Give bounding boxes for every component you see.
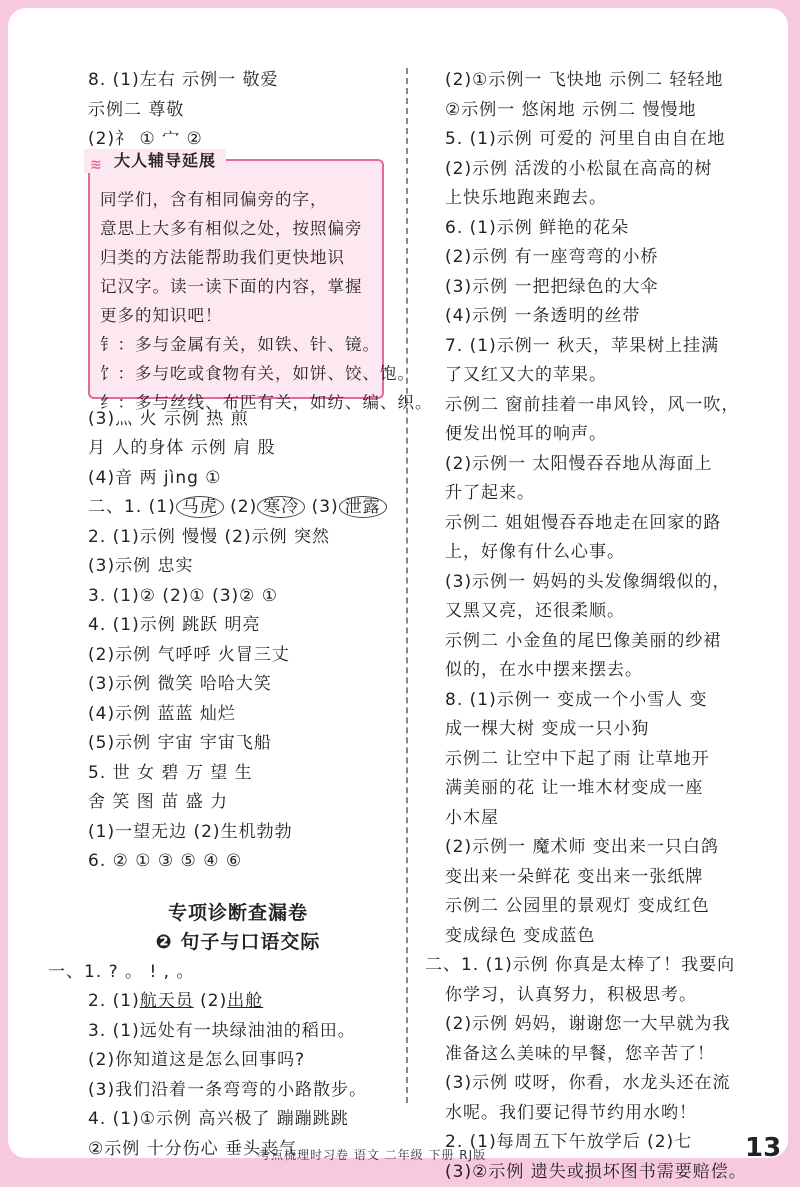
answer-line: (1)一望无边 (2)生机勃勃 [88, 818, 388, 848]
answer-line: 4. (1)示例 跳跃 明亮 [88, 611, 388, 641]
answer-line: (3)②示例 遗失或损坏图书需要赔偿。 [445, 1158, 765, 1187]
answer-line: ②示例一 悠闲地 示例二 慢慢地 [445, 96, 765, 126]
answer-line: 上，好像有什么心事。 [445, 538, 765, 568]
answer-prefix: 2. (1) [88, 991, 140, 1011]
answer-line: 水呢。我们要记得节约用水哟！ [445, 1099, 765, 1129]
wave-icon: ≋ [90, 153, 103, 177]
section-title: 专项诊断查漏卷 [88, 899, 388, 929]
answer-line: 变出来一朵鲜花 变出来一张纸牌 [445, 863, 765, 893]
answer-line: 示例二 公园里的景观灯 变成红色 [445, 892, 765, 922]
answer-line: (2)①示例一 飞快地 示例二 轻轻地 [445, 66, 765, 96]
answer-line: ②示例 十分伤心 垂头丧气 [88, 1135, 388, 1165]
answer-line: 2. (1)示例 慢慢 (2)示例 突然 [88, 523, 388, 553]
underlined-answer: 航天员 [140, 991, 194, 1011]
tip-line: 饣：多与吃或食物有关，如饼、饺、饱。 [100, 359, 374, 388]
page-footer: 考点梳理时习卷 语文 二年级 下册 RJ版 [258, 1146, 486, 1163]
answer-line: (2)示例 活泼的小松鼠在高高的树 [445, 155, 765, 185]
answer-prefix: (2) [224, 497, 257, 517]
answer-line: 5. (1)示例 可爱的 河里自由自在地 [445, 125, 765, 155]
answer-line: (2)示例一 太阳慢吞吞地从海面上 [445, 450, 765, 480]
spacer [88, 877, 388, 899]
answer-line: 二、1. (1)示例 你真是太棒了！我要向 [425, 951, 765, 981]
underlined-answer: 出舱 [227, 991, 263, 1011]
answer-line: 变成绿色 变成蓝色 [445, 922, 765, 952]
answer-line: (2)示例 有一座弯弯的小桥 [445, 243, 765, 273]
answer-prefix: 二、1. (1) [88, 497, 176, 517]
tip-line: 同学们，含有相同偏旁的字， [100, 185, 374, 214]
answer-line: 升了起来。 [445, 479, 765, 509]
answer-line: 一、1. ? 。 ! , 。 [48, 958, 388, 988]
answer-line: 便发出悦耳的响声。 [445, 420, 765, 450]
answer-line: (2)示例 气呼呼 火冒三丈 [88, 641, 388, 671]
answer-line: (3)我们沿着一条弯弯的小路散步。 [88, 1076, 388, 1106]
answer-line: 准备这么美味的早餐，您辛苦了！ [445, 1040, 765, 1070]
answer-line: (3)示例 微笑 哈哈大笑 [88, 670, 388, 700]
tip-line: 钅：多与金属有关，如铁、针、镜。 [100, 330, 374, 359]
answer-line: (2)示例一 魔术师 变出来一只白鸽 [445, 833, 765, 863]
answer-line: (3)示例 一把把绿色的大伞 [445, 273, 765, 303]
answer-line: 满美丽的花 让一堆木材变成一座 [445, 774, 765, 804]
answer-line: (3)示例一 妈妈的头发像绸缎似的， [445, 568, 765, 598]
tip-line: 更多的知识吧！ [100, 301, 374, 330]
answer-line: 示例二 窗前挂着一串风铃，风一吹， [445, 391, 765, 421]
answer-line: 8. (1)示例一 变成一个小雪人 变 [445, 686, 765, 716]
answer-line: 6. ② ① ③ ⑤ ④ ⑥ [88, 847, 388, 877]
answer-line: 示例二 尊敬 [88, 96, 388, 126]
section-subtitle: ❷ 句子与口语交际 [88, 928, 388, 958]
tip-line: 记汉字。读一读下面的内容，掌握 [100, 272, 374, 301]
answer-line: 上快乐地跑来跑去。 [445, 184, 765, 214]
answer-line: (2)礻 ① 宀 ② [88, 125, 388, 155]
answer-line: 了又红又大的苹果。 [445, 361, 765, 391]
answer-line: 小木屋 [445, 804, 765, 834]
answer-line: 似的，在水中摆来摆去。 [445, 656, 765, 686]
answer-line: (4)音 两 jìng ① [88, 464, 388, 494]
answer-line: 示例二 让空中下起了雨 让草地开 [445, 745, 765, 775]
circled-answer: 马虎 [176, 496, 224, 518]
answer-line: 舍 笑 图 苗 盛 力 [88, 788, 388, 818]
answer-line: 8. (1)左右 示例一 敬爱 [88, 66, 388, 96]
answer-line: 成一棵大树 变成一只小狗 [445, 715, 765, 745]
answer-line: 示例二 小金鱼的尾巴像美丽的纱裙 [445, 627, 765, 657]
circled-answer: 寒冷 [257, 496, 305, 518]
parent-tip-body [100, 185, 374, 417]
answer-line: (4)示例 蓝蓝 灿烂 [88, 700, 388, 730]
answer-line: 6. (1)示例 鲜艳的花朵 [445, 214, 765, 244]
answer-line: 又黑又亮，还很柔顺。 [445, 597, 765, 627]
answer-line: (5)示例 宇宙 宇宙飞船 [88, 729, 388, 759]
answer-line: 7. (1)示例一 秋天，苹果树上挂满 [445, 332, 765, 362]
answer-line [88, 987, 388, 1017]
answer-line: 2. (1)每周五下午放学后 (2)七 [445, 1128, 765, 1158]
answer-line: 示例二 姐姐慢吞吞地走在回家的路 [445, 509, 765, 539]
answer-line: (4)示例 一条透明的丝带 [445, 302, 765, 332]
answer-line: 4. (1)①示例 高兴极了 蹦蹦跳跳 [88, 1105, 388, 1135]
answer-line [88, 493, 388, 523]
parent-tip-title [84, 149, 226, 173]
answer-line: 5. 世 女 碧 万 望 生 [88, 759, 388, 789]
answer-line: (3)示例 忠实 [88, 552, 388, 582]
parent-tip-title-text: 大人辅导延展 [114, 151, 216, 170]
answer-line: (2)示例 妈妈，谢谢您一大早就为我 [445, 1010, 765, 1040]
answer-line: 你学习，认真努力，积极思考。 [445, 981, 765, 1011]
page-number: 13 [745, 1133, 781, 1163]
answer-line: 3. (1)② (2)① (3)② ① [88, 582, 388, 612]
column-divider [406, 68, 408, 1103]
answer-line: 3. (1)远处有一块绿油油的稻田。 [88, 1017, 388, 1047]
tip-line: 归类的方法能帮助我们更快地识 [100, 243, 374, 272]
answer-line: (3)示例 哎呀，你看，水龙头还在流 [445, 1069, 765, 1099]
left-column [88, 66, 388, 1164]
circled-answer: 泄露 [339, 496, 387, 518]
answer-line: (3)灬 火 示例 热 煎 [88, 405, 388, 435]
answer-prefix: (2) [194, 991, 227, 1011]
tip-line: 意思上大多有相似之处，按照偏旁 [100, 214, 374, 243]
answer-line: (2)你知道这是怎么回事吗? [88, 1046, 388, 1076]
parent-tip-box [88, 159, 384, 399]
right-column [445, 66, 765, 1187]
tip-line: 纟：多与丝线、布匹有关，如纺、编、织。 [100, 388, 374, 417]
answer-prefix: (3) [305, 497, 338, 517]
answer-line: 月 人的身体 示例 肩 股 [88, 434, 388, 464]
answer-page [8, 8, 788, 1158]
